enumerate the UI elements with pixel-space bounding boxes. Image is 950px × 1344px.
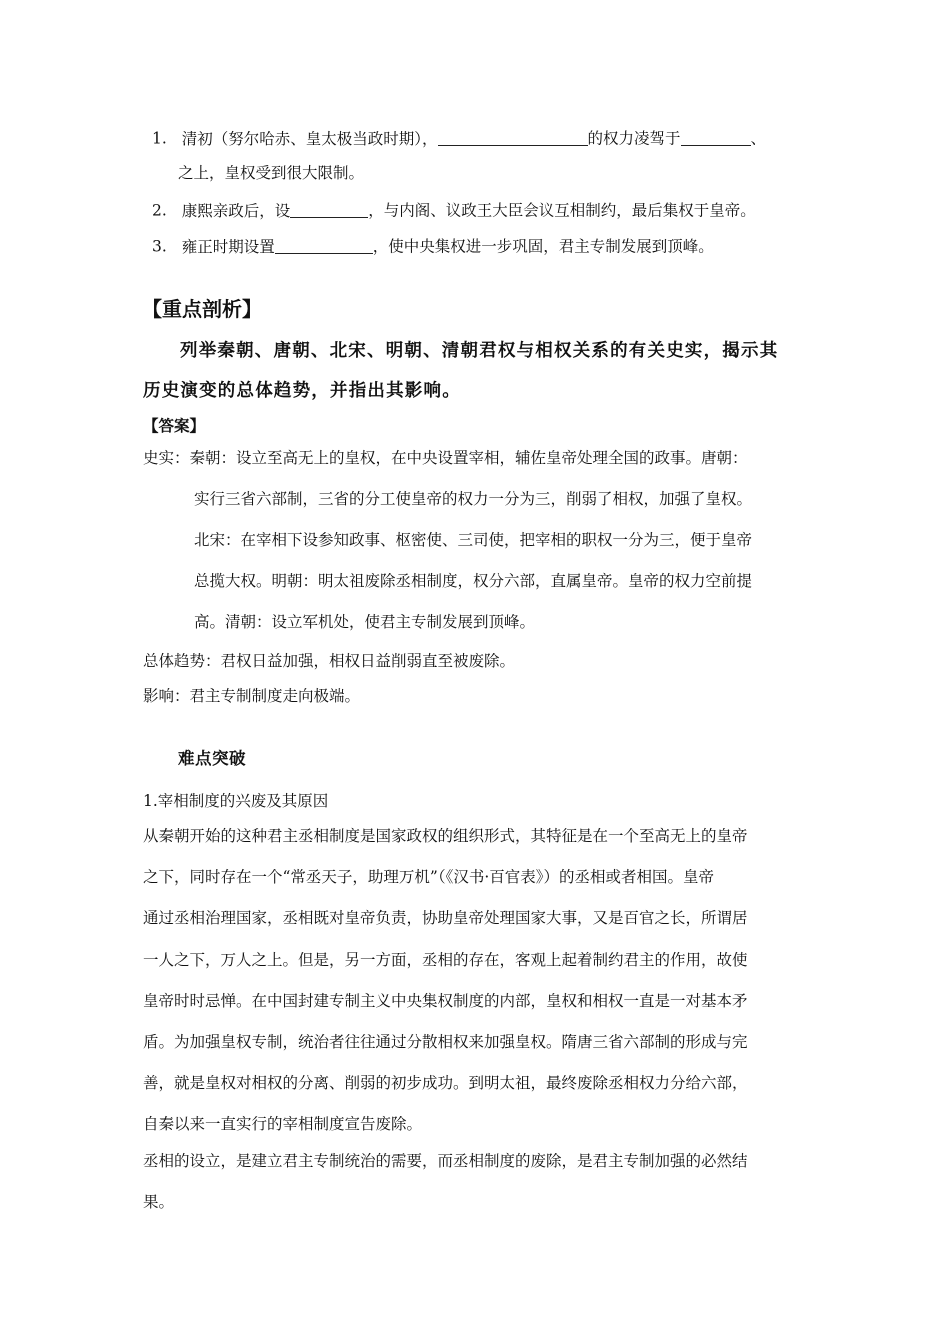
paragraph-line: 通过丞相治理国家，丞相既对皇帝负责，协助皇帝处理国家大事，又是百官之长，所谓居 xyxy=(143,909,748,927)
answer-blank[interactable] xyxy=(290,201,368,218)
paragraph-line: 皇帝时时忌惮。在中国封建专制主义中央集权制度的内部，皇权和相权一直是一对基本矛 xyxy=(143,992,748,1010)
paragraph-line: 一人之下，万人之上。但是，另一方面，丞相的存在，客观上起着制约君主的作用，故使 xyxy=(143,951,748,969)
answer-blank[interactable] xyxy=(438,129,588,146)
answer-blank[interactable] xyxy=(275,237,373,254)
list-text: 康熙亲政后，设 xyxy=(181,201,291,220)
paragraph-line: 果。 xyxy=(143,1193,175,1211)
question-line: 历史演变的总体趋势，并指出其影响。 xyxy=(143,381,461,401)
answer-blank[interactable] xyxy=(681,129,751,146)
section-title-difficulty: 难点突破 xyxy=(178,749,246,768)
answer-label: 【答案】 xyxy=(143,417,206,435)
section-title-analysis: 【重点剖析】 xyxy=(142,297,262,321)
subsection-title: 1.宰相制度的兴废及其原因 xyxy=(143,792,329,810)
list-text: 、 xyxy=(750,129,767,148)
list-number: 3. xyxy=(152,237,167,256)
list-number: 2. xyxy=(152,201,167,220)
paragraph-line: 丞相的设立，是建立君主专制统治的需要，而丞相制度的废除，是君主专制加强的必然结 xyxy=(143,1152,748,1170)
list-text: 雍正时期设置 xyxy=(181,237,275,256)
list-text: 清初（努尔哈赤、皇太极当政时期）， xyxy=(181,129,438,148)
impact-line: 影响：君主专制制度走向极端。 xyxy=(143,687,361,705)
facts-line: 北宋：在宰相下设参知政事、枢密使、三司使，把宰相的职权一分为三，便于皇帝 xyxy=(194,531,753,549)
list-text: ，与内阁、议政王大臣会议互相制约，最后集权于皇帝。 xyxy=(368,201,756,220)
list-item-2 xyxy=(152,201,756,219)
paragraph-line: 善，就是皇权对相权的分离、削弱的初步成功。到明太祖，最终废除丞相权力分给六部， xyxy=(143,1074,748,1092)
list-text: 的权力凌驾于 xyxy=(587,129,681,148)
paragraph-line: 从秦朝开始的这种君主丞相制度是国家政权的组织形式，其特征是在一个至高无上的皇帝 xyxy=(143,827,748,845)
facts-line: 史实：秦朝：设立至高无上的皇权，在中央设置宰相，辅佐皇帝处理全国的政事。唐朝： xyxy=(143,449,748,467)
paragraph-line: 自秦以来一直实行的宰相制度宣告废除。 xyxy=(143,1115,423,1133)
facts-line: 高。清朝：设立军机处，使君主专制发展到顶峰。 xyxy=(194,613,536,631)
question-line: 列举秦朝、唐朝、北宋、明朝、清朝君权与相权关系的有关史实，揭示其 xyxy=(180,341,779,361)
paragraph-line: 之下，同时存在一个“常丞天子，助理万机”（《汉书·百官表》）的丞相或者相国。皇帝 xyxy=(143,868,715,886)
list-item-3 xyxy=(152,237,714,255)
list-item-1-continuation: 之上，皇权受到很大限制。 xyxy=(178,164,365,182)
facts-line: 实行三省六部制，三省的分工使皇帝的权力一分为三，削弱了相权，加强了皇权。 xyxy=(194,490,753,508)
list-number: 1. xyxy=(152,129,167,148)
list-text: ，使中央集权进一步巩固，君主专制发展到顶峰。 xyxy=(372,237,714,256)
facts-line: 总揽大权。明朝：明太祖废除丞相制度，权分六部，直属皇帝。皇帝的权力空前提 xyxy=(194,572,753,590)
trend-line: 总体趋势：君权日益加强，相权日益削弱直至被废除。 xyxy=(143,652,516,670)
paragraph-line: 盾。为加强皇权专制，统治者往往通过分散相权来加强皇权。隋唐三省六部制的形成与完 xyxy=(143,1033,748,1051)
list-item-1 xyxy=(152,129,766,147)
